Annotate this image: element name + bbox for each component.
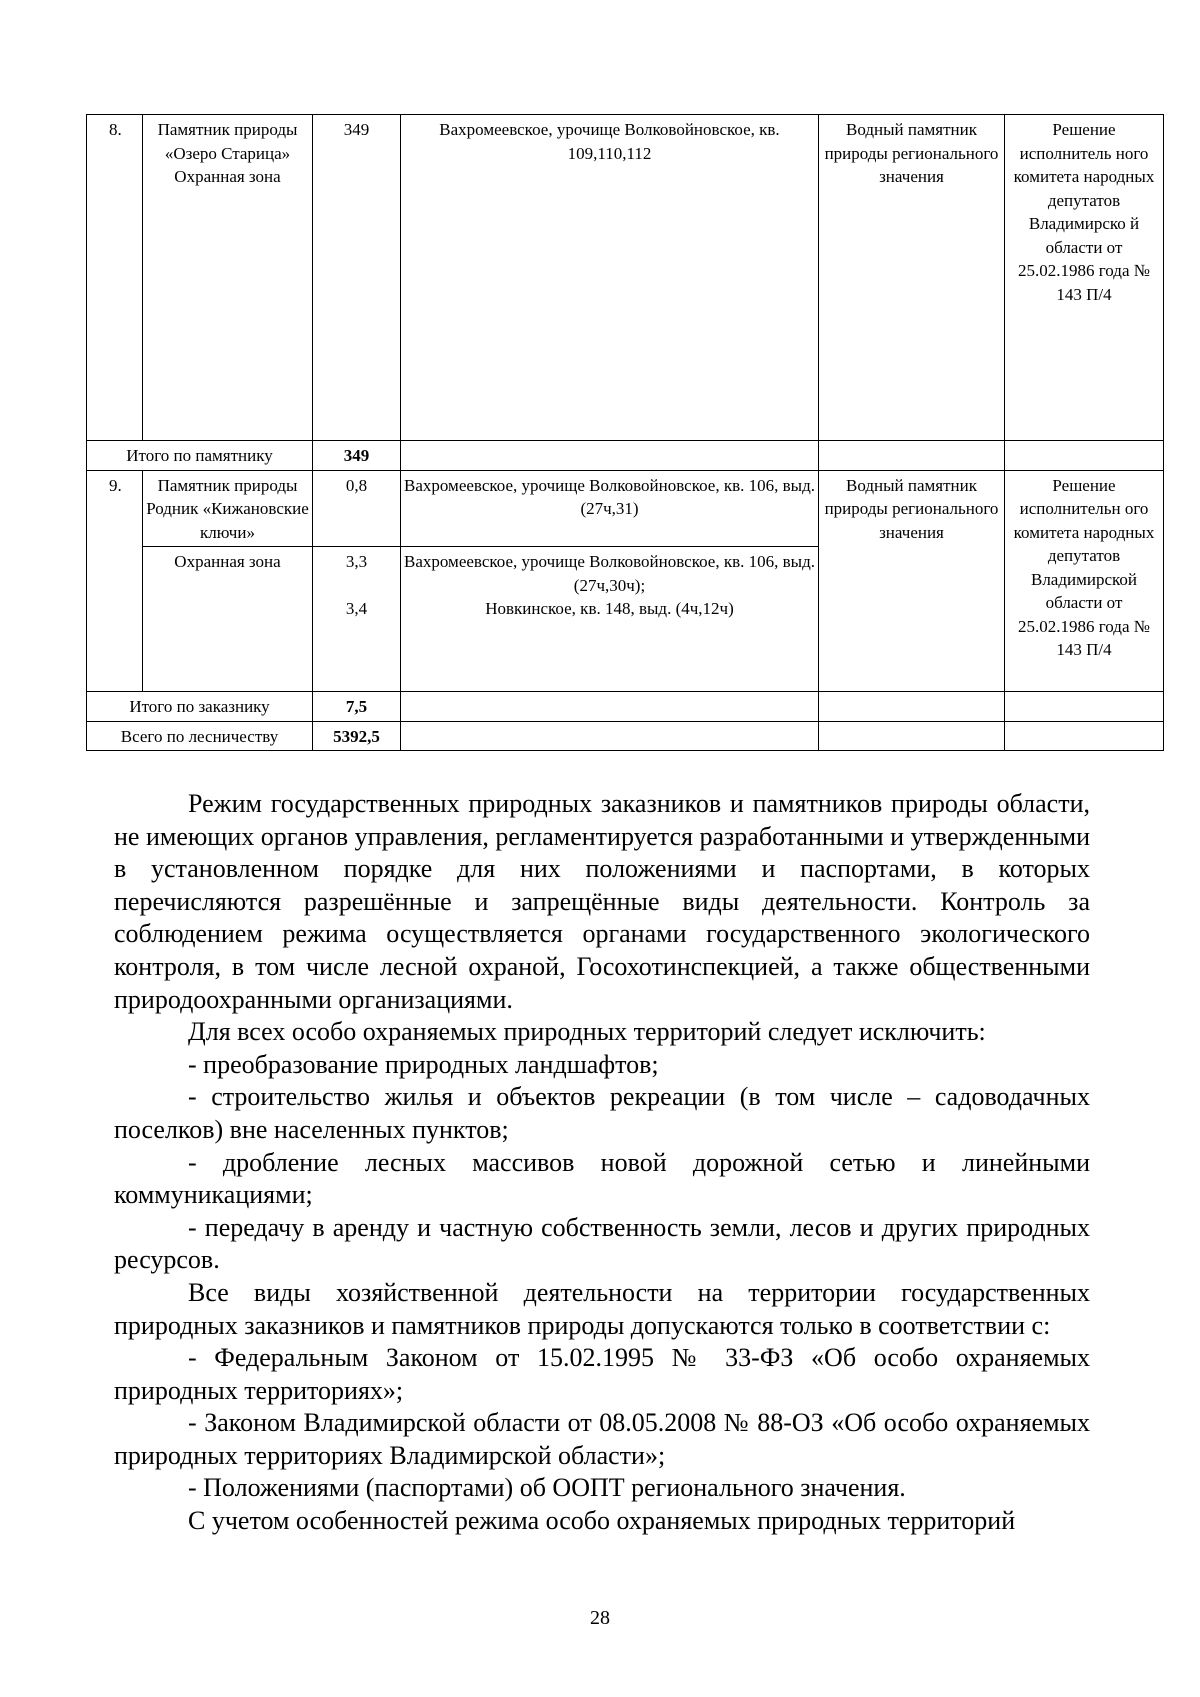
table-row <box>87 721 1164 751</box>
area-value: 349 <box>313 115 401 441</box>
paragraph: Все виды хозяйственной деятельности на территории государственных природных заказников и памятников природы допускаются только в соответствии с: <box>114 1277 1090 1340</box>
list-item: - преобразование природных ландшафтов; <box>188 1049 659 1079</box>
legal-decision: Решение исполнительн ого комитета народных депутатов Владимирской области от 25.02.1986 года № 143 П/4 <box>1005 470 1164 692</box>
list-item: - дробление лесных массивов новой дорожной сетью и линейными коммуникациями; <box>114 1147 1090 1210</box>
spacer <box>316 574 397 598</box>
empty-cell <box>1005 721 1164 751</box>
subtotal-value: 349 <box>313 441 401 471</box>
table-row <box>87 441 1164 471</box>
paragraph: Режим государственных природных заказников и памятников природы области, не имеющих органов управления, регламентируется разработанными и утвержденными в установленном порядке для них положениями и паспортами, в которых перечисляются разрешённые и запрещённые виды деятельности. Контроль за соблюдением режима осуществляется органами государственного экологического контроля, в том числе лесной охраной, Госохотинспекцией, а также общественными природоохранными организациями. <box>114 789 1090 1014</box>
table-row <box>87 115 1164 441</box>
row-number: 8. <box>87 115 143 441</box>
list-item: - Федеральным Законом от 15.02.1995 № 33-ФЗ «Об особо охраняемых природных территориях»; <box>114 1343 1090 1405</box>
list-item: - передачу в аренду и частную собственность земли, лесов и других природных ресурсов. <box>114 1212 1090 1275</box>
location-cell: Вахромеевское, урочище Волковойновское, кв. 109,110,112 <box>401 115 819 441</box>
list-item: - Положениями (паспортами) об ООПТ регионального значения. <box>188 1473 906 1503</box>
area-value-1: 3,3 <box>345 552 368 571</box>
object-type: Водный памятник природы регионального значения <box>819 470 1005 692</box>
body-text <box>114 788 1090 1538</box>
empty-cell <box>401 721 819 751</box>
empty-cell <box>401 441 819 471</box>
table-row <box>87 470 1164 547</box>
protected-areas-table <box>86 114 1164 751</box>
object-name: Памятник природы «Озеро Старица» Охранная зона <box>143 115 313 441</box>
empty-cell <box>401 692 819 722</box>
grand-total-label: Всего по лесничеству <box>87 721 313 751</box>
list-item: - строительство жилья и объектов рекреации (в том числе – садоводачных поселков) вне населенных пунктов; <box>114 1082 1090 1144</box>
subtotal-label: Итого по памятнику <box>87 441 313 471</box>
row-number: 9. <box>87 470 143 692</box>
paragraph: С учетом особенностей режима особо охраняемых природных территорий <box>188 1506 1016 1536</box>
empty-cell <box>1005 441 1164 471</box>
subtotal-label: Итого по заказнику <box>87 692 313 722</box>
page-number: 28 <box>590 1607 610 1629</box>
object-type: Водный памятник природы регионального значения <box>819 115 1005 441</box>
area-value-2: 3,4 <box>345 599 368 618</box>
location-cell: Вахромеевское, урочище Волковойновское, кв. 106, выд. (27ч,31) <box>401 470 819 547</box>
empty-cell <box>819 721 1005 751</box>
paragraph: Для всех особо охраняемых природных территорий следует исключить: <box>188 1017 986 1047</box>
object-name: Памятник природы Родник «Кижановские ключи» <box>143 470 313 547</box>
list-item: - Законом Владимирской области от 08.05.2008 № 88-ОЗ «Об особо охраняемых природных территориях Владимирской области»; <box>114 1408 1090 1470</box>
empty-cell <box>819 441 1005 471</box>
legal-decision: Решение исполнитель ного комитета народных депутатов Владимирско й области от 25.02.1986 года № 143 П/4 <box>1005 115 1164 441</box>
area-value: 0,8 <box>313 470 401 547</box>
grand-total-value: 5392,5 <box>313 721 401 751</box>
location-line-2: Новкинское, кв. 148, выд. (4ч,12ч) <box>485 599 734 618</box>
subtotal-value: 7,5 <box>313 692 401 722</box>
object-name: Охранная зона <box>143 547 313 692</box>
empty-cell <box>1005 692 1164 722</box>
empty-cell <box>819 692 1005 722</box>
location-cell <box>401 547 819 692</box>
table-row <box>87 692 1164 722</box>
area-value <box>313 547 401 692</box>
location-line-1: Вахромеевское, урочище Волковойновское, кв. 106, выд. (27ч,30ч); <box>404 552 815 595</box>
